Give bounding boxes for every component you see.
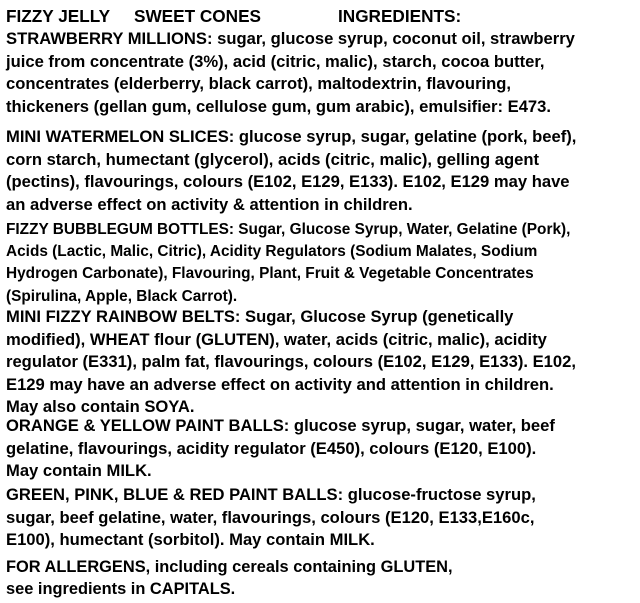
section-mini-fizzy-rainbow-belts: [6, 306, 636, 419]
product-variant: SWEET CONES: [134, 6, 262, 26]
product-name: FIZZY JELLY: [6, 6, 111, 26]
ingredient-line: May contain MILK.: [6, 461, 152, 481]
ingredient-line: E100), humectant (sorbitol). May contain MILK.: [6, 530, 375, 550]
ingredient-line: MINI FIZZY RAINBOW BELTS: Sugar, Glucose Syrup (genetically: [6, 307, 514, 326]
ingredient-line: modified), WHEAT flour (GLUTEN), water, acids (citric, malic), acidity: [6, 329, 547, 349]
ingredient-line: Hydrogen Carbonate), Flavouring, Plant, Fruit & Vegetable Concentrates: [6, 265, 534, 283]
ingredients-title: INGREDIENTS:: [338, 6, 462, 26]
ingredient-line: corn starch, humectant (glycerol), acids (citric, malic), gelling agent: [6, 149, 539, 169]
allergen-note-line: FOR ALLERGENS, including cereals containing GLUTEN,: [6, 558, 453, 576]
allergen-note: [6, 556, 453, 600]
ingredient-line: an adverse effect on activity & attention in children.: [6, 194, 413, 214]
ingredient-line: Acids (Lactic, Malic, Citric), Acidity Regulators (Sodium Malates, Sodium: [6, 243, 538, 261]
ingredient-line: ORANGE & YELLOW PAINT BALLS: glucose syrup, sugar, water, beef: [6, 416, 555, 435]
ingredient-line: GREEN, PINK, BLUE & RED PAINT BALLS: glucose-fructose syrup,: [6, 485, 536, 504]
ingredient-line: (Spirulina, Apple, Black Carrot).: [6, 287, 238, 305]
ingredient-line: concentrates (elderberry, black carrot), maltodextrin, flavouring,: [6, 74, 512, 94]
ingredient-line: sugar, beef gelatine, water, flavourings, colours (E120, E133,E160c,: [6, 507, 535, 527]
section-mini-watermelon-slices: [6, 126, 636, 216]
ingredient-line: E129 may have an adverse effect on activity and attention in children.: [6, 374, 554, 394]
allergen-note-line: see ingredients in CAPITALS.: [6, 580, 236, 598]
section-fizzy-bubblegum-bottles: [6, 219, 636, 308]
ingredient-line: STRAWBERRY MILLIONS: sugar, glucose syrup, coconut oil, strawberry: [6, 29, 575, 48]
ingredient-line: thickeners (gellan gum, cellulose gum, gum arabic), emulsifier: E473.: [6, 96, 551, 116]
section-orange-yellow-paint-balls: [6, 415, 636, 483]
ingredient-line: FIZZY BUBBLEGUM BOTTLES: Sugar, Glucose Syrup, Water, Gelatine (Pork),: [6, 221, 571, 238]
ingredient-line: gelatine, flavourings, acidity regulator (E450), colours (E120, E100).: [6, 438, 537, 458]
section-strawberry-millions: [6, 28, 636, 118]
ingredient-line: May also contain SOYA.: [6, 397, 195, 417]
ingredient-line: MINI WATERMELON SLICES: glucose syrup, sugar, gelatine (pork, beef),: [6, 127, 577, 146]
section-green-pink-blue-red-paint-balls: [6, 484, 636, 552]
ingredient-line: juice from concentrate (3%), acid (citric, malic), starch, cocoa butter,: [6, 51, 545, 71]
ingredient-line: regulator (E331), palm fat, flavourings, colours (E102, E129, E133). E102,: [6, 352, 576, 372]
ingredient-line: (pectins), flavourings, colours (E102, E129, E133). E102, E129 may have: [6, 172, 570, 192]
